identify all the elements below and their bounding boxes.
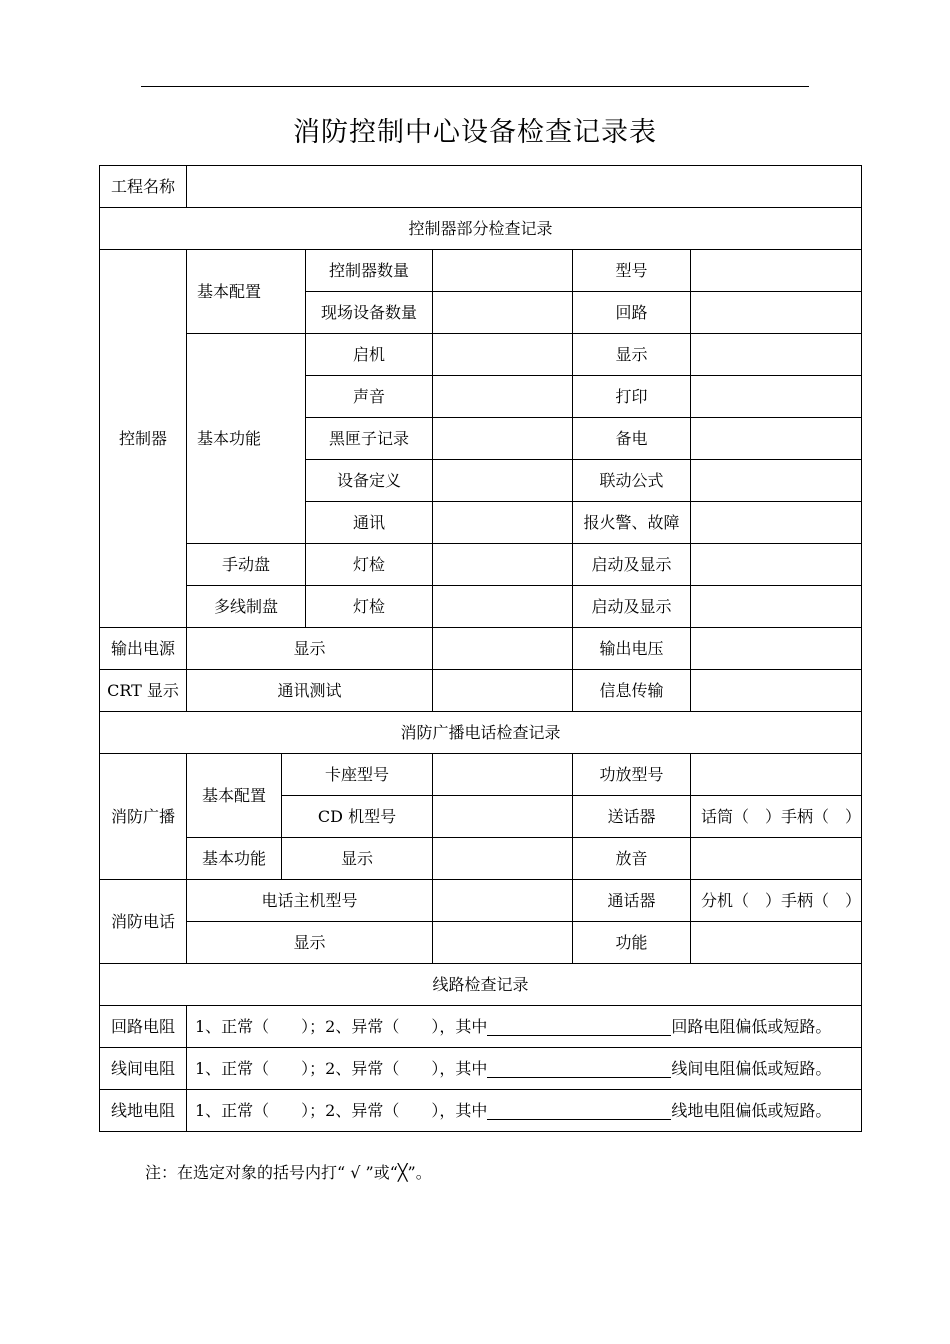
multiline-lamp-check-label: 灯检 [306,586,433,628]
manual-lamp-check-field[interactable] [433,544,573,586]
line-check-suffix: 线地电阻偏低或短路。 [671,1100,832,1120]
line-check-prefix: 1、正常（ ）；2、异常（ ），其中 [195,1100,488,1120]
output-display-label: 显示 [187,628,433,670]
line-check-label: 回路电阻 [100,1006,187,1048]
output-voltage-field[interactable] [691,628,862,670]
page-title: 消防控制中心设备检查记录表 [293,117,657,148]
backup-power-label: 备电 [573,418,691,460]
alarm-fault-field[interactable] [691,502,862,544]
broadcast-display-field[interactable] [433,838,573,880]
line-check-suffix: 回路电阻偏低或短路。 [671,1016,832,1036]
field-device-count-label: 现场设备数量 [306,292,433,334]
sound-label: 声音 [306,376,433,418]
footnote: 注：在选定对象的括号内打“ √ ”或“╳”。 [145,1163,432,1182]
phone-display-field[interactable] [433,922,573,964]
cd-model-label: CD 机型号 [282,796,433,838]
sound-field[interactable] [433,376,573,418]
mic-options[interactable]: 话筒（ ）手柄（ ） [691,796,862,838]
linkage-label: 联动公式 [573,460,691,502]
basic-function-label: 基本功能 [187,334,306,544]
multiline-lamp-check-field[interactable] [433,586,573,628]
alarm-fault-label: 报火警、故障 [573,502,691,544]
manual-lamp-check-label: 灯检 [306,544,433,586]
startup-field[interactable] [433,334,573,376]
basic-config-label: 基本配置 [187,250,306,334]
line-check-prefix: 1、正常（ ）；2、异常（ ），其中 [195,1058,488,1078]
output-power-label: 输出电源 [100,628,187,670]
loop-field[interactable] [691,292,862,334]
playback-label: 放音 [573,838,691,880]
device-def-field[interactable] [433,460,573,502]
multiline-start-display-label: 启动及显示 [573,586,691,628]
phone-display-label: 显示 [187,922,433,964]
controller-count-field[interactable] [433,250,573,292]
black-box-field[interactable] [433,418,573,460]
crt-info-transfer-label: 信息传输 [573,670,691,712]
line-check-prefix: 1、正常（ ）；2、异常（ ），其中 [195,1016,488,1036]
cd-model-field[interactable] [433,796,573,838]
model-field[interactable] [691,250,862,292]
manual-start-display-label: 启动及显示 [573,544,691,586]
print-label: 打印 [573,376,691,418]
print-field[interactable] [691,376,862,418]
display-label: 显示 [573,334,691,376]
deck-model-field[interactable] [433,754,573,796]
device-def-label: 设备定义 [306,460,433,502]
header-rule [141,86,809,87]
handset-options[interactable]: 分机（ ）手柄（ ） [691,880,862,922]
display-field[interactable] [691,334,862,376]
line-check-record[interactable] [187,1006,862,1048]
broadcast-basic-config-label: 基本配置 [187,754,282,838]
broadcast-basic-function-label: 基本功能 [187,838,282,880]
manual-panel-label: 手动盘 [187,544,306,586]
phone-function-label: 功能 [573,922,691,964]
fill-blank[interactable] [487,1061,671,1078]
section-broadcast-header: 消防广播电话检查记录 [100,712,862,754]
fill-blank[interactable] [487,1103,671,1120]
broadcast-label: 消防广播 [100,754,187,880]
crt-label: CRT 显示 [100,670,187,712]
startup-label: 启机 [306,334,433,376]
line-check-label: 线间电阻 [100,1048,187,1090]
phone-label: 消防电话 [100,880,187,964]
output-display-field[interactable] [433,628,573,670]
line-check-record[interactable] [187,1090,862,1132]
controller-label: 控制器 [100,250,187,628]
loop-label: 回路 [573,292,691,334]
crt-comm-test-field[interactable] [433,670,573,712]
section-controller-header: 控制器部分检查记录 [100,208,862,250]
broadcast-display-label: 显示 [282,838,433,880]
project-name-label: 工程名称 [100,166,187,208]
black-box-label: 黑匣子记录 [306,418,433,460]
project-name-field[interactable] [187,166,862,208]
multiline-start-display-field[interactable] [691,586,862,628]
multiline-panel-label: 多线制盘 [187,586,306,628]
crt-info-transfer-field[interactable] [691,670,862,712]
mic-label: 送话器 [573,796,691,838]
backup-power-field[interactable] [691,418,862,460]
fill-blank[interactable] [487,1019,671,1036]
phone-host-model-field[interactable] [433,880,573,922]
comm-field[interactable] [433,502,573,544]
handset-label: 通话器 [573,880,691,922]
crt-comm-test-label: 通讯测试 [187,670,433,712]
amp-model-label: 功放型号 [573,754,691,796]
phone-function-field[interactable] [691,922,862,964]
field-device-count-field[interactable] [433,292,573,334]
line-check-suffix: 线间电阻偏低或短路。 [671,1058,832,1078]
controller-count-label: 控制器数量 [306,250,433,292]
phone-host-model-label: 电话主机型号 [187,880,433,922]
deck-model-label: 卡座型号 [282,754,433,796]
comm-label: 通讯 [306,502,433,544]
line-check-label: 线地电阻 [100,1090,187,1132]
inspection-form [99,165,862,1132]
linkage-field[interactable] [691,460,862,502]
manual-start-display-field[interactable] [691,544,862,586]
line-check-record[interactable] [187,1048,862,1090]
amp-model-field[interactable] [691,754,862,796]
output-voltage-label: 输出电压 [573,628,691,670]
playback-field[interactable] [691,838,862,880]
section-line-header: 线路检查记录 [100,964,862,1006]
model-label: 型号 [573,250,691,292]
